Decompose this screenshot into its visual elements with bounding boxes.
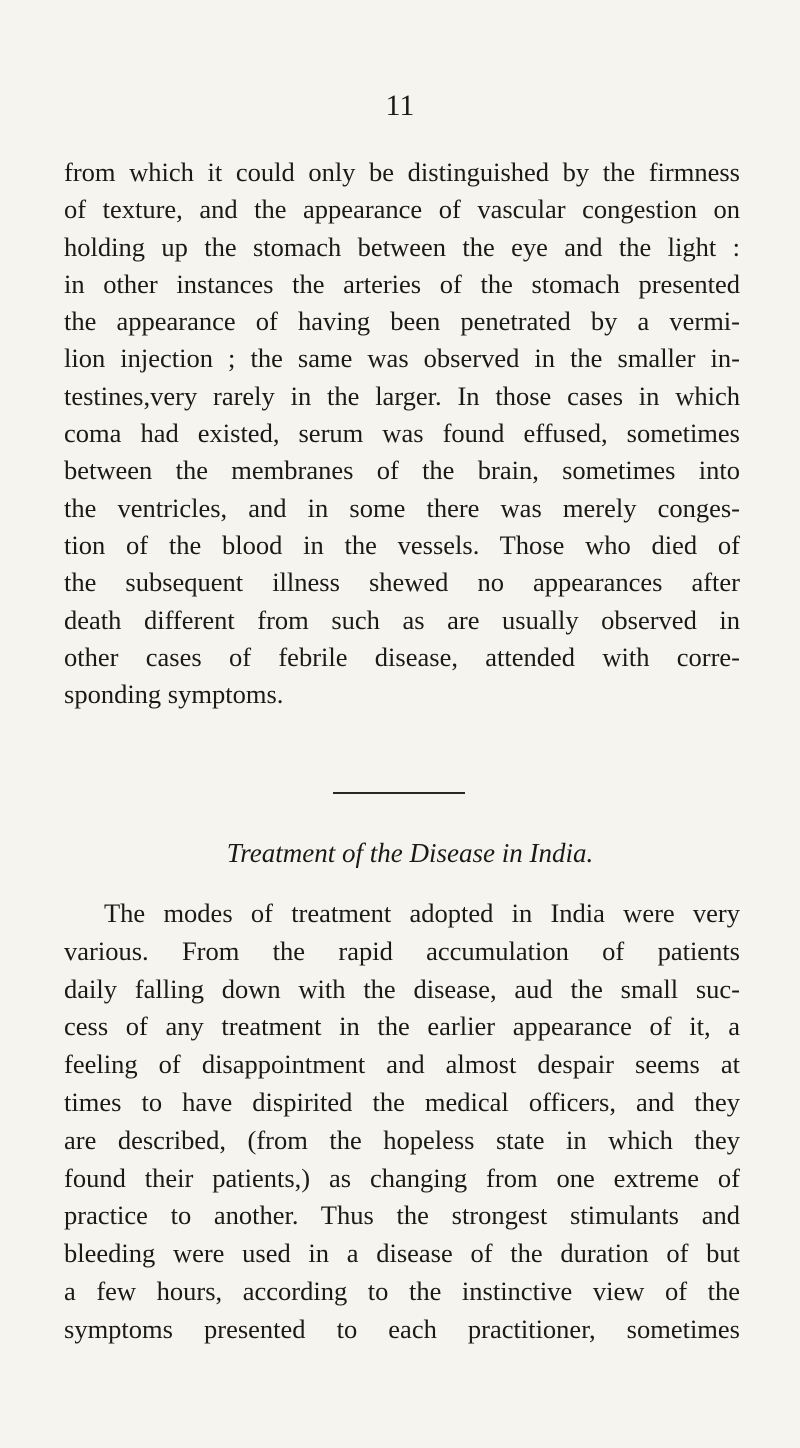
section-divider xyxy=(333,792,465,794)
text-line: sponding symptoms. xyxy=(64,679,284,710)
text-line: in other instances the arteries of the stomach presented xyxy=(64,268,740,299)
text-line: tion of the blood in the vessels. Those who died of xyxy=(64,529,740,560)
text-line: the ventricles, and in some there was merely conges- xyxy=(64,492,740,523)
text-line: bleeding were used in a disease of the duration of but xyxy=(64,1238,740,1269)
text-line: The modes of treatment adopted in India were very xyxy=(104,898,740,928)
text-line: lion injection ; the same was observed in the smaller in- xyxy=(64,343,740,374)
text-line: death different from such as are usually observed in xyxy=(64,604,740,635)
text-line: practice to another. Thus the strongest stimulants and xyxy=(64,1200,740,1231)
paragraph-treatment xyxy=(64,895,740,1349)
page-number: 11 xyxy=(385,89,415,122)
text-line: of texture, and the appearance of vascular congestion on xyxy=(64,194,740,225)
text-line: a few hours, according to the instinctive view of the xyxy=(64,1275,740,1306)
text-line: from which it could only be distinguished by the firmness xyxy=(64,157,740,187)
text-line: testines,very rarely in the larger. In those cases in which xyxy=(64,380,740,411)
text-line: the appearance of having been penetrated by a vermi- xyxy=(64,306,740,337)
text-line: are described, (from the hopeless state in which they xyxy=(64,1124,740,1155)
text-line: between the membranes of the brain, sometimes into xyxy=(64,455,740,486)
text-line: found their patients,) as changing from one extreme of xyxy=(64,1162,740,1193)
text-line: the subsequent illness shewed no appearances after xyxy=(64,567,740,598)
text-line: various. From the rapid accumulation of patients xyxy=(64,935,740,966)
paragraph-autopsy-findings xyxy=(64,154,740,713)
text-line: cess of any treatment in the earlier appearance of it, a xyxy=(64,1011,740,1042)
text-line: other cases of febrile disease, attended with corre- xyxy=(64,641,740,672)
text-line: feeling of disappointment and almost despair seems at xyxy=(64,1049,740,1080)
text-line: holding up the stomach between the eye and the light : xyxy=(64,231,740,262)
text-line: daily falling down with the disease, aud the small suc- xyxy=(64,973,740,1004)
section-heading: Treatment of the Disease in India. xyxy=(226,838,594,868)
text-line: times to have dispirited the medical officers, and they xyxy=(64,1086,740,1117)
text-line: coma had existed, serum was found effused, sometimes xyxy=(64,418,740,449)
text-line: symptoms presented to each practitioner, sometimes xyxy=(64,1313,740,1344)
